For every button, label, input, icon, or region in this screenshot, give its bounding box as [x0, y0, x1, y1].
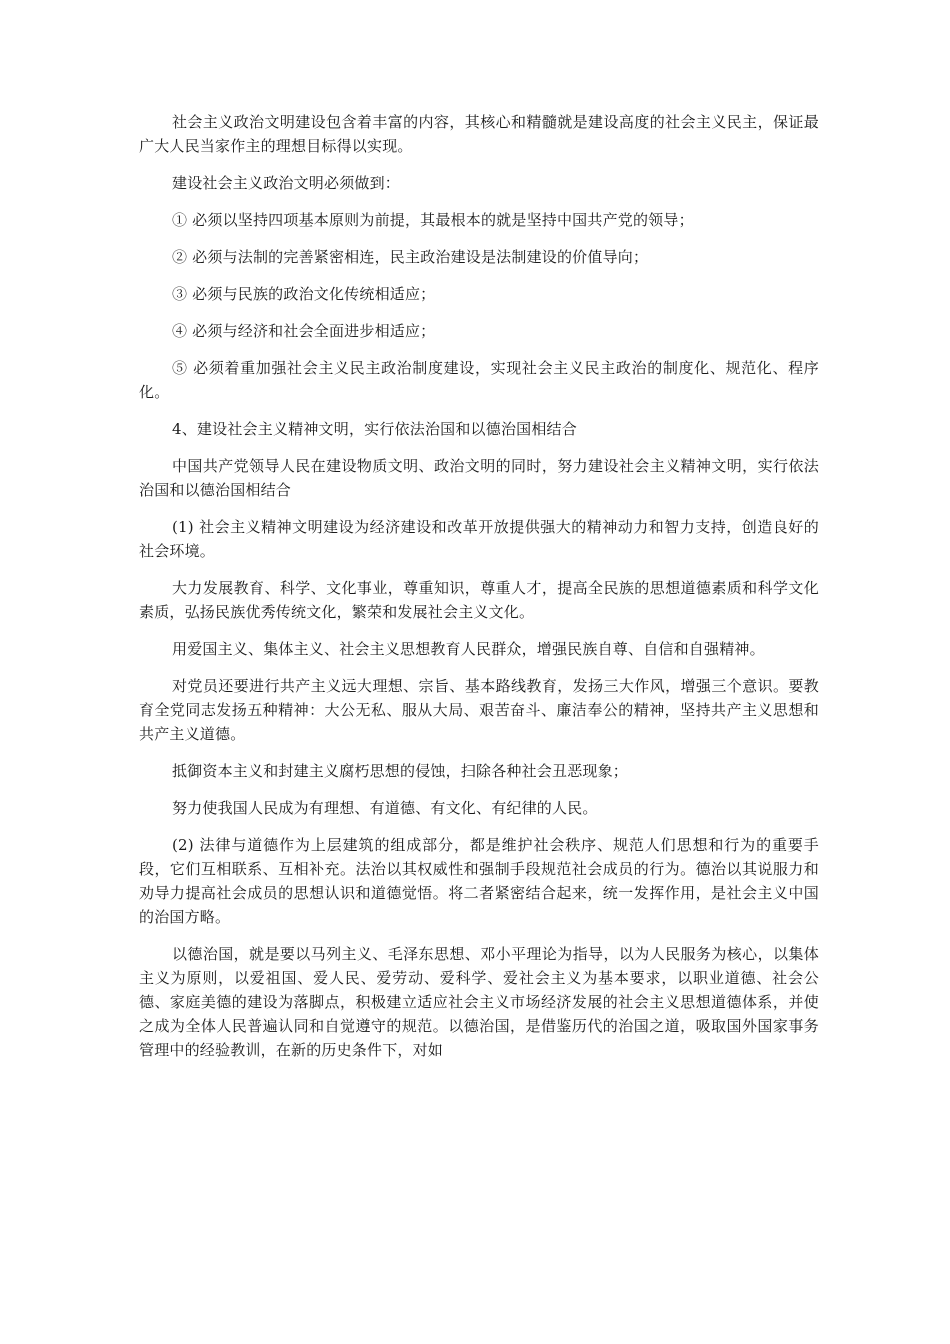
list-item-4: ④ 必须与经济和社会全面进步相适应；: [172, 322, 436, 340]
document-page: [139, 110, 819, 1075]
paragraph-resist: 抵御资本主义和封建主义腐朽思想的侵蚀，扫除各种社会丑恶现象；: [172, 762, 629, 780]
paragraph-requirements-heading: 建设社会主义政治文明必须做到：: [172, 174, 401, 192]
paragraph-intro: 社会主义政治文明建设包含着丰富的内容，其核心和精髓就是建设高度的社会主义民主，保证最广大人民当家作主的理想目标得以实现。: [139, 113, 819, 155]
list-item-2: ② 必须与法制的完善紧密相连，民主政治建设是法制建设的价值导向；: [172, 248, 649, 266]
list-item-5: ⑤ 必须着重加强社会主义民主政治制度建设，实现社会主义民主政治的制度化、规范化、程序化。: [139, 359, 819, 401]
paragraph-patriotism: 用爱国主义、集体主义、社会主义思想教育人民群众，增强民族自尊、自信和自强精神。: [172, 640, 765, 658]
subsection-1: (1) 社会主义精神文明建设为经济建设和改革开放提供强大的精神动力和智力支持，创造良好的社会环境。: [139, 518, 819, 560]
list-item-3: ③ 必须与民族的政治文化传统相适应；: [172, 285, 436, 303]
paragraph-section-intro: 中国共产党领导人民在建设物质文明、政治文明的同时，努力建设社会主义精神文明，实行依法治国和以德治国相结合: [139, 457, 819, 499]
paragraph-people-goal: 努力使我国人民成为有理想、有道德、有文化、有纪律的人民。: [172, 799, 598, 817]
paragraph-rule-by-virtue: 以德治国，就是要以马列主义、毛泽东思想、邓小平理论为指导，以为人民服务为核心，以集体主义为原则，以爱祖国、爱人民、爱劳动、爱科学、爱社会主义为基本要求，以职业道德、社会公德、家庭美德的建设为落脚点，积极建立适应社会主义市场经济发展的社会主义思想道德体系，并使之成为全体人民普遍认同和自觉遵守的规范。以德治国，是借鉴历代的治国之道，吸取国外国家事务管理中的经验教训，在新的历史条件下，对如: [139, 945, 819, 1059]
section-heading-4: 4、建设社会主义精神文明，实行依法治国和以德治国相结合: [172, 420, 577, 438]
list-item-1: ① 必须以坚持四项基本原则为前提，其最根本的就是坚持中国共产党的领导；: [172, 211, 694, 229]
paragraph-party-members: 对党员还要进行共产主义远大理想、宗旨、基本路线教育，发扬三大作风，增强三个意识。要教育全党同志发扬五种精神：大公无私、服从大局、艰苦奋斗、廉洁奉公的精神，坚持共产主义思想和共产主义道德。: [139, 677, 819, 743]
paragraph-education: 大力发展教育、科学、文化事业，尊重知识，尊重人才，提高全民族的思想道德素质和科学文化素质，弘扬民族优秀传统文化，繁荣和发展社会主义文化。: [139, 579, 819, 621]
subsection-2: (2) 法律与道德作为上层建筑的组成部分，都是维护社会秩序、规范人们思想和行为的重要手段，它们互相联系、互相补充。法治以其权威性和强制手段规范社会成员的行为。德治以其说服力和劝导力提高社会成员的思想认识和道德觉悟。将二者紧密结合起来，统一发挥作用，是社会主义中国的治国方略。: [139, 836, 819, 926]
